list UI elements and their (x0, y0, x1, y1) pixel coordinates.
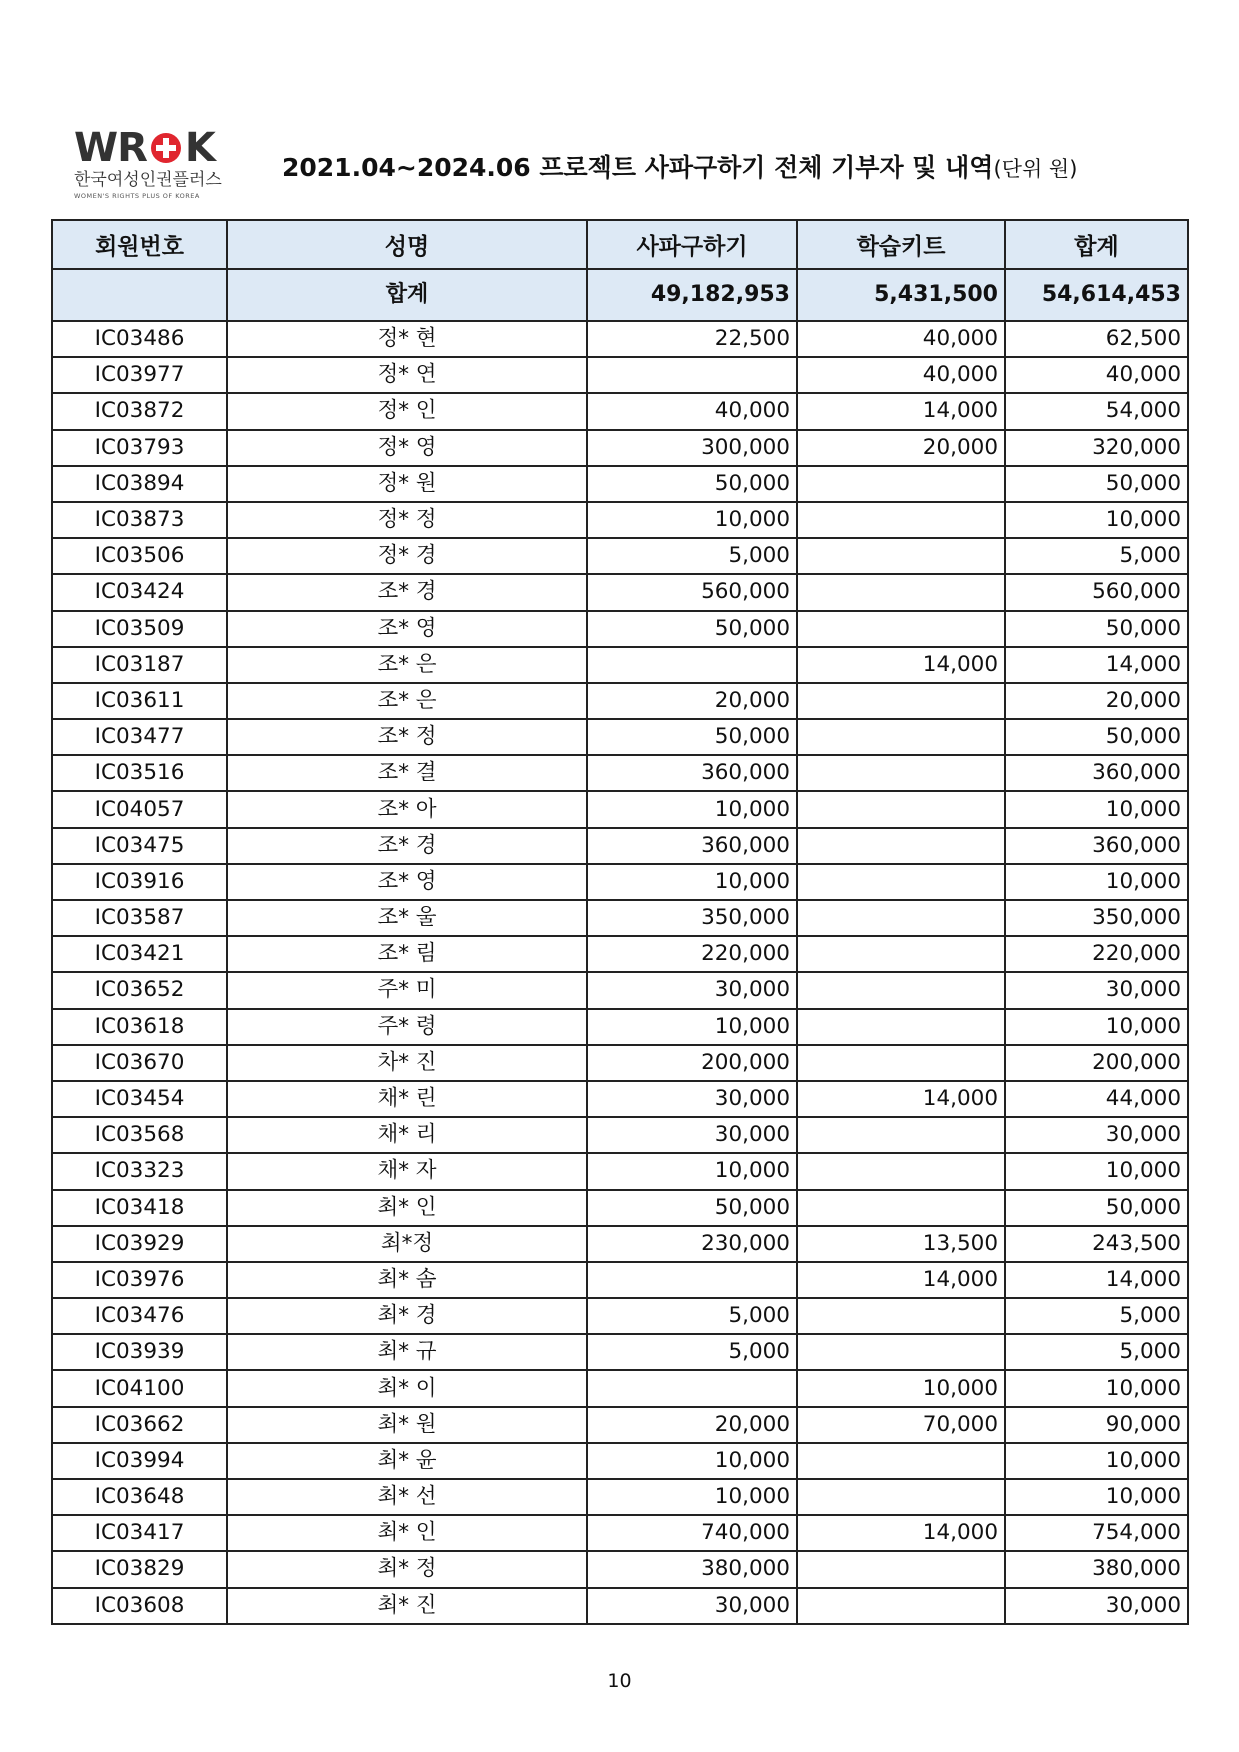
table-row (52, 755, 1188, 791)
name-cell: 조* 아 (227, 791, 587, 827)
sum-amount-cell: 40,000 (1005, 357, 1188, 393)
sapa-amount-cell: 360,000 (587, 755, 797, 791)
table-row (52, 1153, 1188, 1189)
kit-amount-cell (797, 538, 1005, 574)
sapa-amount-cell: 10,000 (587, 502, 797, 538)
name-cell: 최*정 (227, 1226, 587, 1262)
table-row (52, 430, 1188, 466)
kit-amount-cell (797, 1551, 1005, 1587)
sapa-amount-cell: 200,000 (587, 1045, 797, 1081)
kit-amount-cell (797, 1443, 1005, 1479)
name-cell: 정* 경 (227, 538, 587, 574)
table-row (52, 321, 1188, 357)
member-id-cell: IC03872 (52, 393, 227, 429)
name-cell: 정* 영 (227, 430, 587, 466)
sapa-amount-cell: 30,000 (587, 1081, 797, 1117)
table-row (52, 1226, 1188, 1262)
sum-amount-cell: 320,000 (1005, 430, 1188, 466)
kit-amount-cell (797, 466, 1005, 502)
table-row (52, 466, 1188, 502)
sum-amount-cell: 14,000 (1005, 1262, 1188, 1298)
member-id-cell: IC03662 (52, 1407, 227, 1443)
sapa-amount-cell: 50,000 (587, 611, 797, 647)
sum-amount-cell: 10,000 (1005, 791, 1188, 827)
total-sapa: 49,182,953 (587, 269, 797, 321)
table-row (52, 719, 1188, 755)
name-cell: 최* 선 (227, 1479, 587, 1515)
table-row (52, 828, 1188, 864)
name-cell: 최* 인 (227, 1515, 587, 1551)
name-cell: 정* 정 (227, 502, 587, 538)
sapa-amount-cell: 50,000 (587, 466, 797, 502)
table-row (52, 393, 1188, 429)
kit-amount-cell (797, 1045, 1005, 1081)
sapa-amount-cell (587, 1370, 797, 1406)
sum-amount-cell: 754,000 (1005, 1515, 1188, 1551)
member-id-cell: IC04057 (52, 791, 227, 827)
member-id-cell: IC03618 (52, 1009, 227, 1045)
sapa-amount-cell: 30,000 (587, 1117, 797, 1153)
sapa-amount-cell: 40,000 (587, 393, 797, 429)
sum-amount-cell: 50,000 (1005, 611, 1188, 647)
table-row (52, 1334, 1188, 1370)
member-id-cell: IC03509 (52, 611, 227, 647)
sapa-amount-cell (587, 647, 797, 683)
table-header-row (52, 220, 1188, 269)
name-cell: 조* 은 (227, 683, 587, 719)
sapa-amount-cell: 10,000 (587, 791, 797, 827)
kit-amount-cell (797, 1334, 1005, 1370)
member-id-cell: IC03977 (52, 357, 227, 393)
name-cell: 최* 원 (227, 1407, 587, 1443)
sum-amount-cell: 220,000 (1005, 936, 1188, 972)
sum-amount-cell: 50,000 (1005, 1190, 1188, 1226)
sapa-amount-cell: 740,000 (587, 1515, 797, 1551)
member-id-cell: IC03670 (52, 1045, 227, 1081)
kit-amount-cell: 10,000 (797, 1370, 1005, 1406)
member-id-cell: IC03424 (52, 574, 227, 610)
name-cell: 채* 자 (227, 1153, 587, 1189)
sapa-amount-cell: 360,000 (587, 828, 797, 864)
kit-amount-cell (797, 1298, 1005, 1334)
member-id-cell: IC03587 (52, 900, 227, 936)
member-id-cell: IC03611 (52, 683, 227, 719)
member-id-cell: IC03323 (52, 1153, 227, 1189)
kit-amount-cell (797, 755, 1005, 791)
name-cell: 정* 현 (227, 321, 587, 357)
donor-table (51, 219, 1189, 1625)
sapa-amount-cell: 5,000 (587, 538, 797, 574)
kit-amount-cell (797, 1117, 1005, 1153)
name-cell: 최* 정 (227, 1551, 587, 1587)
sum-amount-cell: 50,000 (1005, 719, 1188, 755)
table-row (52, 1009, 1188, 1045)
member-id-cell: IC03793 (52, 430, 227, 466)
kit-amount-cell (797, 683, 1005, 719)
sapa-amount-cell: 50,000 (587, 1190, 797, 1226)
kit-amount-cell (797, 719, 1005, 755)
sum-amount-cell: 10,000 (1005, 1153, 1188, 1189)
member-id-cell: IC03187 (52, 647, 227, 683)
member-id-cell: IC03829 (52, 1551, 227, 1587)
table-row (52, 611, 1188, 647)
sapa-amount-cell: 50,000 (587, 719, 797, 755)
sapa-amount-cell: 5,000 (587, 1334, 797, 1370)
table-row (52, 1081, 1188, 1117)
sum-amount-cell: 10,000 (1005, 1479, 1188, 1515)
member-id-cell: IC03475 (52, 828, 227, 864)
table-row (52, 1407, 1188, 1443)
sum-amount-cell: 10,000 (1005, 1443, 1188, 1479)
red-cross-heart-icon (148, 130, 184, 166)
sum-amount-cell: 380,000 (1005, 1551, 1188, 1587)
table-row (52, 574, 1188, 610)
name-cell: 정* 원 (227, 466, 587, 502)
member-id-cell: IC03873 (52, 502, 227, 538)
table-row (52, 1045, 1188, 1081)
table-row (52, 1515, 1188, 1551)
kit-amount-cell: 70,000 (797, 1407, 1005, 1443)
name-cell: 최* 인 (227, 1190, 587, 1226)
page-title-text: 2021.04~2024.06 프로젝트 사파구하기 전체 기부자 및 내역 (282, 153, 994, 182)
header-sapa: 사파구하기 (587, 220, 797, 269)
total-label: 합계 (227, 269, 587, 321)
kit-amount-cell (797, 791, 1005, 827)
name-cell: 최* 이 (227, 1370, 587, 1406)
name-cell: 정* 인 (227, 393, 587, 429)
sum-amount-cell: 30,000 (1005, 1588, 1188, 1624)
table-row (52, 357, 1188, 393)
sapa-amount-cell: 10,000 (587, 864, 797, 900)
sum-amount-cell: 44,000 (1005, 1081, 1188, 1117)
member-id-cell: IC03417 (52, 1515, 227, 1551)
total-sum: 54,614,453 (1005, 269, 1188, 321)
member-id-cell: IC03976 (52, 1262, 227, 1298)
kit-amount-cell: 20,000 (797, 430, 1005, 466)
member-id-cell: IC03516 (52, 755, 227, 791)
sum-amount-cell: 243,500 (1005, 1226, 1188, 1262)
sum-amount-cell: 14,000 (1005, 647, 1188, 683)
sapa-amount-cell: 10,000 (587, 1479, 797, 1515)
sapa-amount-cell: 30,000 (587, 1588, 797, 1624)
total-row (52, 269, 1188, 321)
logo-wordmark (74, 127, 224, 169)
sum-amount-cell: 30,000 (1005, 1117, 1188, 1153)
table-row (52, 972, 1188, 1008)
sapa-amount-cell: 20,000 (587, 1407, 797, 1443)
kit-amount-cell (797, 1479, 1005, 1515)
table-row (52, 791, 1188, 827)
sum-amount-cell: 5,000 (1005, 1298, 1188, 1334)
sapa-amount-cell: 560,000 (587, 574, 797, 610)
kit-amount-cell: 14,000 (797, 1081, 1005, 1117)
table-row (52, 683, 1188, 719)
sapa-amount-cell: 5,000 (587, 1298, 797, 1334)
total-id (52, 269, 227, 321)
name-cell: 조* 경 (227, 828, 587, 864)
kit-amount-cell (797, 1588, 1005, 1624)
logo-wordmark-right: K (184, 125, 215, 171)
table-row (52, 936, 1188, 972)
kit-amount-cell: 13,500 (797, 1226, 1005, 1262)
member-id-cell: IC03454 (52, 1081, 227, 1117)
header-kit: 학습키트 (797, 220, 1005, 269)
kit-amount-cell (797, 1190, 1005, 1226)
table-row (52, 1588, 1188, 1624)
table-row (52, 1443, 1188, 1479)
member-id-cell: IC03929 (52, 1226, 227, 1262)
name-cell: 주* 미 (227, 972, 587, 1008)
header-name: 성명 (227, 220, 587, 269)
logo-wordmark-left: WR (74, 125, 147, 171)
organization-logo (74, 127, 224, 207)
name-cell: 최* 규 (227, 1334, 587, 1370)
kit-amount-cell: 40,000 (797, 321, 1005, 357)
sum-amount-cell: 360,000 (1005, 828, 1188, 864)
kit-amount-cell: 14,000 (797, 647, 1005, 683)
name-cell: 최* 경 (227, 1298, 587, 1334)
sum-amount-cell: 10,000 (1005, 864, 1188, 900)
page-title-unit: (단위 원) (993, 157, 1078, 181)
kit-amount-cell (797, 936, 1005, 972)
sapa-amount-cell: 30,000 (587, 972, 797, 1008)
sum-amount-cell: 10,000 (1005, 1370, 1188, 1406)
sum-amount-cell: 10,000 (1005, 502, 1188, 538)
table-row (52, 900, 1188, 936)
member-id-cell: IC03421 (52, 936, 227, 972)
total-kit: 5,431,500 (797, 269, 1005, 321)
member-id-cell: IC03418 (52, 1190, 227, 1226)
sum-amount-cell: 350,000 (1005, 900, 1188, 936)
member-id-cell: IC03506 (52, 538, 227, 574)
kit-amount-cell: 14,000 (797, 393, 1005, 429)
kit-amount-cell: 14,000 (797, 1262, 1005, 1298)
sum-amount-cell: 200,000 (1005, 1045, 1188, 1081)
name-cell: 조* 림 (227, 936, 587, 972)
page-number: 10 (607, 1670, 632, 1692)
table-row (52, 1190, 1188, 1226)
sapa-amount-cell: 20,000 (587, 683, 797, 719)
name-cell: 주* 령 (227, 1009, 587, 1045)
member-id-cell: IC03916 (52, 864, 227, 900)
name-cell: 채* 리 (227, 1117, 587, 1153)
header-member-id: 회원번호 (52, 220, 227, 269)
member-id-cell: IC03994 (52, 1443, 227, 1479)
sapa-amount-cell: 350,000 (587, 900, 797, 936)
table-row (52, 502, 1188, 538)
name-cell: 최* 솜 (227, 1262, 587, 1298)
name-cell: 조* 영 (227, 611, 587, 647)
sum-amount-cell: 62,500 (1005, 321, 1188, 357)
member-id-cell: IC04100 (52, 1370, 227, 1406)
sum-amount-cell: 54,000 (1005, 393, 1188, 429)
kit-amount-cell (797, 611, 1005, 647)
sum-amount-cell: 20,000 (1005, 683, 1188, 719)
table-row (52, 538, 1188, 574)
name-cell: 조* 울 (227, 900, 587, 936)
table-row (52, 1262, 1188, 1298)
sapa-amount-cell (587, 1262, 797, 1298)
logo-korean-name: 한국여성인권플러스 (74, 170, 222, 190)
sum-amount-cell: 30,000 (1005, 972, 1188, 1008)
sapa-amount-cell: 300,000 (587, 430, 797, 466)
sum-amount-cell: 10,000 (1005, 1009, 1188, 1045)
member-id-cell: IC03568 (52, 1117, 227, 1153)
sapa-amount-cell: 380,000 (587, 1551, 797, 1587)
kit-amount-cell (797, 1009, 1005, 1045)
sum-amount-cell: 560,000 (1005, 574, 1188, 610)
sum-amount-cell: 90,000 (1005, 1407, 1188, 1443)
member-id-cell: IC03486 (52, 321, 227, 357)
kit-amount-cell (797, 972, 1005, 1008)
name-cell: 차* 진 (227, 1045, 587, 1081)
header-sum: 합계 (1005, 220, 1188, 269)
table-row (52, 647, 1188, 683)
logo-english-name: WOMEN'S RIGHTS PLUS OF KOREA (74, 192, 200, 200)
name-cell: 최* 윤 (227, 1443, 587, 1479)
member-id-cell: IC03939 (52, 1334, 227, 1370)
sapa-amount-cell (587, 357, 797, 393)
sapa-amount-cell: 230,000 (587, 1226, 797, 1262)
member-id-cell: IC03652 (52, 972, 227, 1008)
table-row (52, 1479, 1188, 1515)
kit-amount-cell (797, 900, 1005, 936)
name-cell: 조* 경 (227, 574, 587, 610)
table-row (52, 1117, 1188, 1153)
member-id-cell: IC03477 (52, 719, 227, 755)
name-cell: 조* 은 (227, 647, 587, 683)
sum-amount-cell: 360,000 (1005, 755, 1188, 791)
name-cell: 조* 정 (227, 719, 587, 755)
kit-amount-cell (797, 1153, 1005, 1189)
table-row (52, 1370, 1188, 1406)
kit-amount-cell (797, 502, 1005, 538)
name-cell: 조* 결 (227, 755, 587, 791)
kit-amount-cell (797, 574, 1005, 610)
sum-amount-cell: 5,000 (1005, 1334, 1188, 1370)
member-id-cell: IC03608 (52, 1588, 227, 1624)
kit-amount-cell (797, 864, 1005, 900)
table-row (52, 1298, 1188, 1334)
page-title (282, 148, 1077, 184)
sapa-amount-cell: 10,000 (587, 1009, 797, 1045)
name-cell: 조* 영 (227, 864, 587, 900)
member-id-cell: IC03648 (52, 1479, 227, 1515)
sapa-amount-cell: 22,500 (587, 321, 797, 357)
member-id-cell: IC03476 (52, 1298, 227, 1334)
kit-amount-cell: 40,000 (797, 357, 1005, 393)
kit-amount-cell: 14,000 (797, 1515, 1005, 1551)
kit-amount-cell (797, 828, 1005, 864)
sapa-amount-cell: 220,000 (587, 936, 797, 972)
name-cell: 정* 연 (227, 357, 587, 393)
sum-amount-cell: 50,000 (1005, 466, 1188, 502)
member-id-cell: IC03894 (52, 466, 227, 502)
table-row (52, 1551, 1188, 1587)
sapa-amount-cell: 10,000 (587, 1443, 797, 1479)
name-cell: 채* 린 (227, 1081, 587, 1117)
sum-amount-cell: 5,000 (1005, 538, 1188, 574)
name-cell: 최* 진 (227, 1588, 587, 1624)
sapa-amount-cell: 10,000 (587, 1153, 797, 1189)
table-row (52, 864, 1188, 900)
